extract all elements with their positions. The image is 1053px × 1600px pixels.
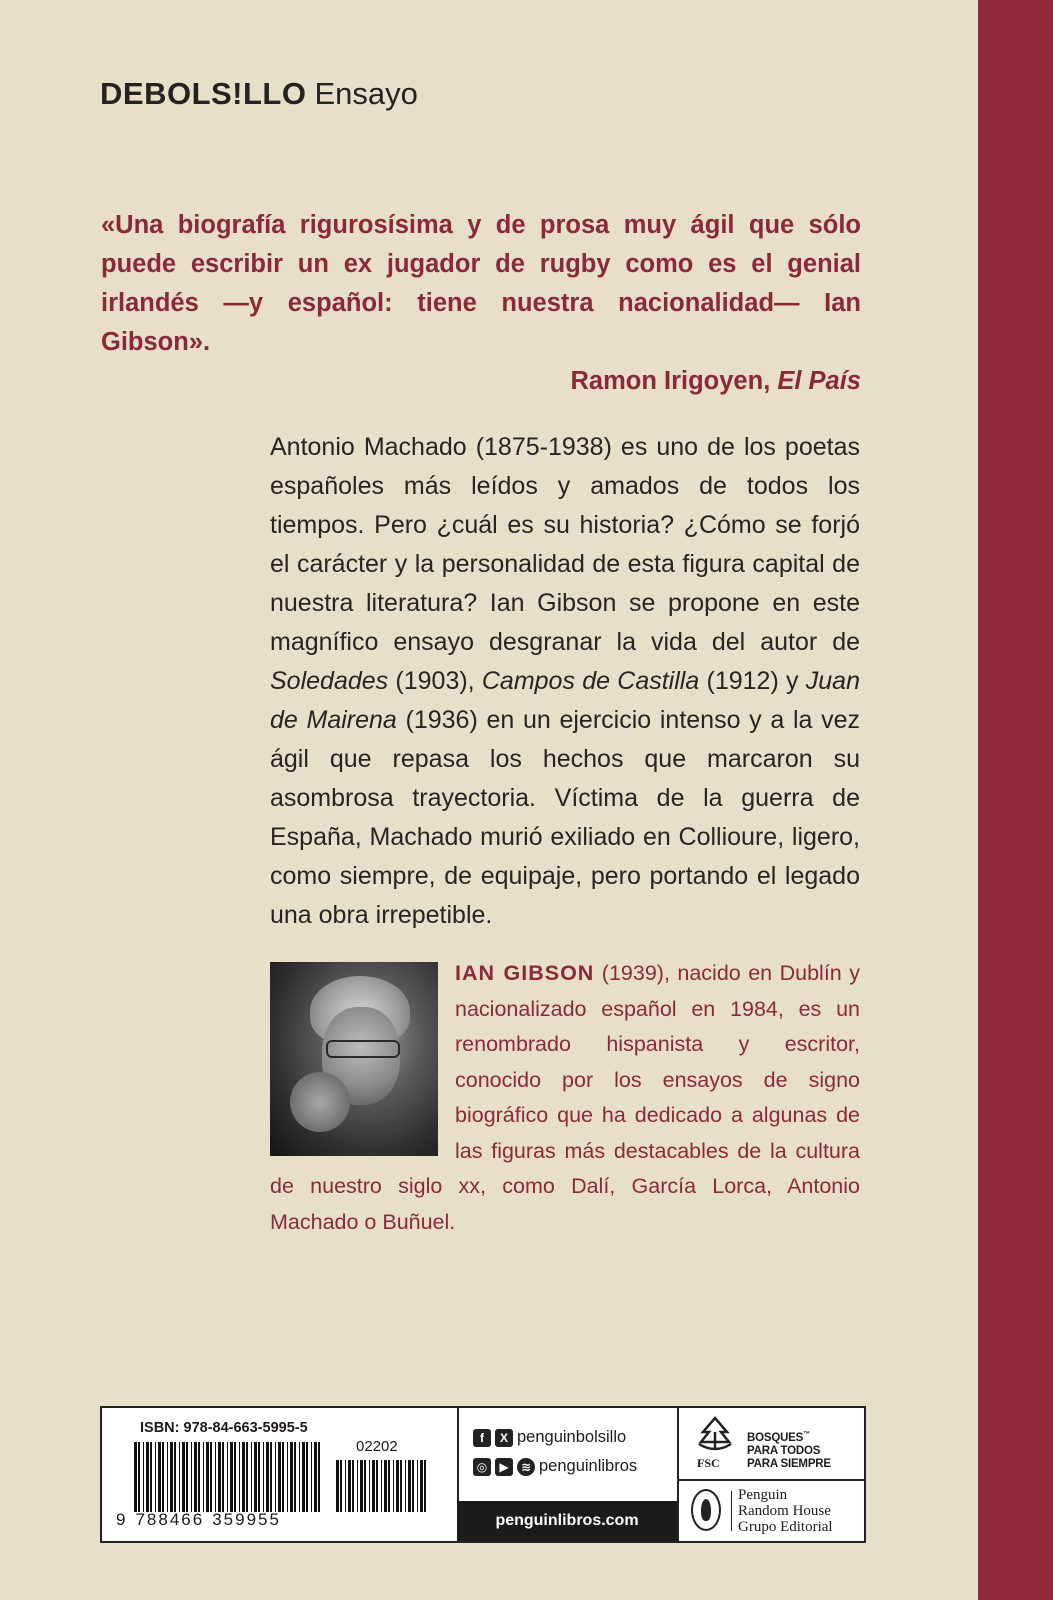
barcode-group-2: 359955 <box>212 1510 281 1529</box>
logo-cell <box>677 1408 864 1541</box>
fsc-line-1: BOSQUES <box>747 1431 804 1444</box>
fsc-trademark: ™ <box>803 1431 810 1438</box>
spotify-icon: ≋ <box>517 1458 535 1476</box>
social-handle-2: penguinlibros <box>539 1457 638 1475</box>
fsc-logo <box>677 1408 864 1481</box>
barcode-panel <box>100 1406 866 1543</box>
ean-barcode <box>134 1442 324 1512</box>
social-handle-1: penguinbolsillo <box>517 1428 627 1446</box>
description-paragraph <box>270 428 860 935</box>
book-description <box>270 428 860 935</box>
fsc-line-2: PARA TODOS <box>747 1444 821 1457</box>
spine-band <box>978 0 1053 1600</box>
penguin-icon <box>691 1489 721 1531</box>
instagram-icon: ◎ <box>473 1458 491 1476</box>
book-title-campos: Campos de Castilla <box>481 667 700 695</box>
description-text-2: (1903), <box>388 667 482 695</box>
quote-text: «Una biografía rigurosísima y de prosa muy ágil que sólo puede escribir un ex jugador de rugby como es el genial irlandés —y español: tiene nuestra nacionalidad— Ian Gibson». <box>101 211 861 356</box>
publisher-line <box>100 76 418 112</box>
prh-line-1: Penguin <box>738 1487 788 1503</box>
youtube-icon: ▶ <box>495 1458 513 1476</box>
penguin-random-house-logo <box>677 1481 864 1541</box>
fsc-tree-icon <box>695 1414 735 1454</box>
quote-author: Ramon Irigoyen <box>570 367 764 395</box>
barcode-first-digit: 9 <box>116 1510 128 1529</box>
author-bio-text: (1939), nacido en Dublín y nacionalizado español en 1984, es un renombrado hispanista y escritor, conocido por los ensayos de signo biográfico que ha dedicado a algunas de las figuras más destacables de la cultura de nuestro siglo xx, como Dalí, García Lorca, Antonio Machado o Buñuel. <box>270 961 860 1234</box>
social-row-2 <box>473 1457 637 1476</box>
social-row-1 <box>473 1428 626 1447</box>
review-quote <box>101 206 861 401</box>
prh-wordmark <box>738 1487 833 1535</box>
fsc-line-3: PARA SIEMPRE <box>747 1457 831 1470</box>
prh-line-2: Random House <box>738 1503 831 1519</box>
publisher-brand: DEBOLS!LLO <box>100 76 307 111</box>
quote-attribution <box>101 362 861 401</box>
price-code: 02202 <box>356 1438 398 1455</box>
author-name: IAN GIBSON <box>455 961 595 985</box>
facebook-icon: f <box>473 1429 491 1447</box>
quote-separator: , <box>763 367 778 395</box>
description-text-3: (1912) y <box>699 667 806 695</box>
barcode-digits <box>116 1510 281 1530</box>
isbn-label: ISBN: 978-84-663-5995-5 <box>140 1420 308 1436</box>
fsc-label: FSC <box>697 1456 720 1470</box>
addon-barcode <box>336 1460 430 1512</box>
description-text-1: Antonio Machado (1875-1938) es uno de los poetas españoles más leídos y amados de todos los tiempos. Pero ¿cuál es su historia? ¿Cómo se forjó el carácter y la personalidad de esta figura capital de nuestra literatura? Ian Gibson se propone en este magnífico ensayo desgranar la vida del autor de <box>270 433 860 656</box>
barcode-cell <box>102 1408 459 1541</box>
social-cell <box>457 1408 679 1541</box>
x-icon: X <box>495 1429 513 1447</box>
author-bio <box>270 956 860 1240</box>
quote-source: El País <box>777 367 861 395</box>
barcode-group-1: 788466 <box>135 1510 205 1529</box>
collection-name: Ensayo <box>314 76 418 111</box>
prh-line-3: Grupo Editorial <box>738 1519 833 1535</box>
fsc-slogan <box>747 1428 831 1471</box>
description-text-4: (1936) en un ejercicio intenso y a la vez ágil que repasa los hechos que marcaron su asombrosa trayectoria. Víctima de la guerra de España, Machado murió exiliado en Collioure, ligero, como siempre, de equipaje, pero portando el legado una obra irrepetible. <box>270 706 860 929</box>
website-url: penguinlibros.com <box>457 1501 677 1541</box>
book-title-soledades: Soledades <box>270 667 389 695</box>
book-title-mairena: Juan de Mairena <box>270 667 860 734</box>
